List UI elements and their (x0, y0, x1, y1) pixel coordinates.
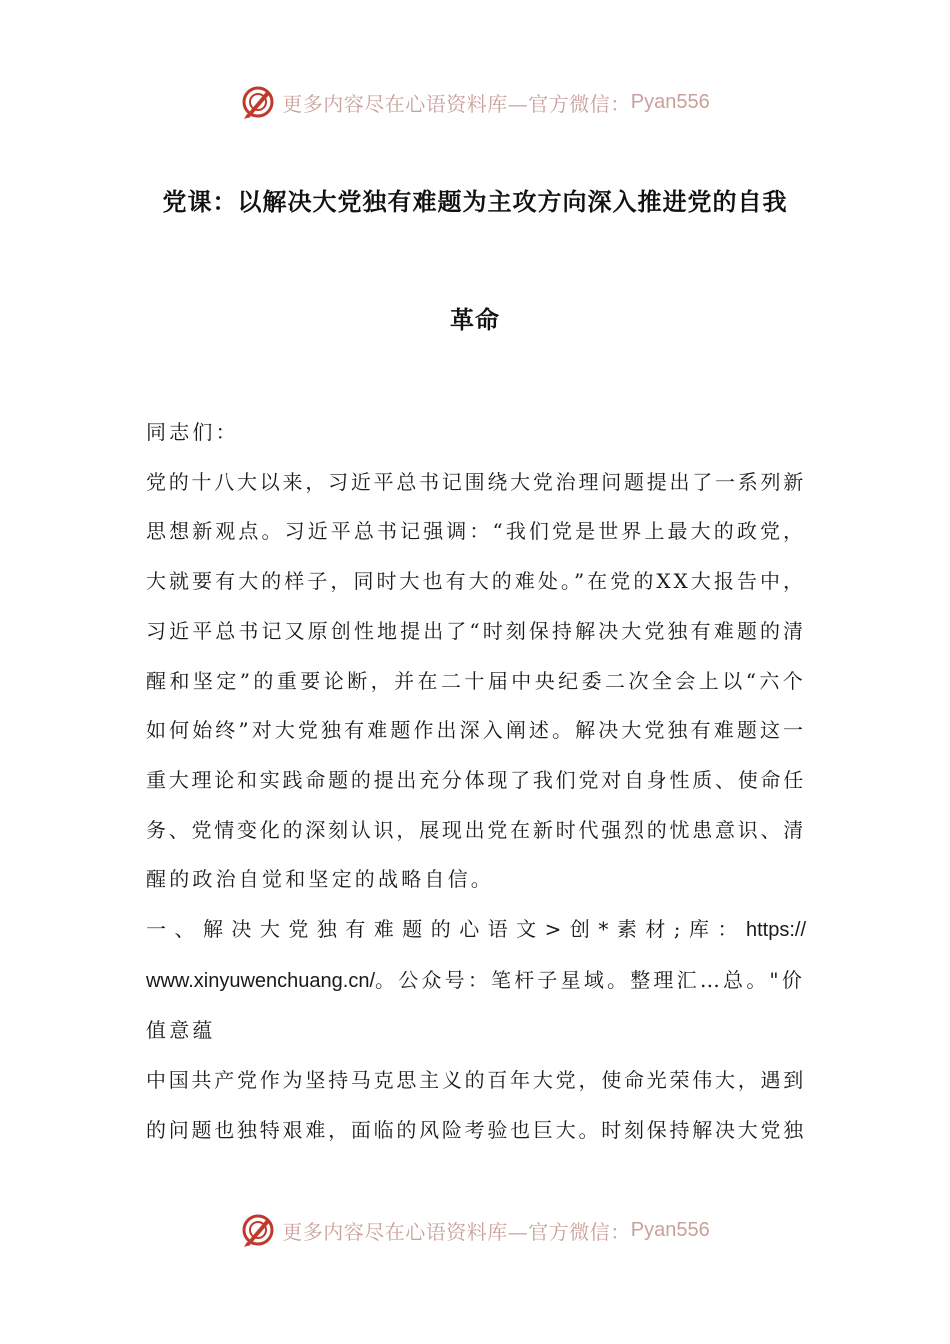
paragraph-line: 醒的政治自觉和坚定的战略自信。 (146, 867, 494, 892)
url-fragment: https:// (745, 919, 806, 942)
paragraph-1 (146, 458, 806, 905)
salutation: 同志们： (146, 420, 239, 444)
paragraph-line: 醒和坚定”的重要论断，并在二十届中央纪委二次全会上以“六个 (146, 668, 806, 693)
url-link: www.xinyuwenchuang.cn/ (146, 969, 376, 992)
pen-circle-logo-icon (240, 84, 276, 120)
paragraph-line: 大就要有大的样子，同时大也有大的难处。”在党的XX大报告中， (146, 569, 806, 594)
document-body (146, 408, 806, 1156)
header-banner (0, 80, 950, 124)
paragraph-line: 思想新观点。习近平总书记强调：“我们党是世界上最大的政党， (146, 519, 806, 544)
wechat-id: Pyan556 (630, 90, 710, 113)
section-heading-1 (146, 905, 806, 1056)
page-title-line1: 党课：以解决大党独有难题为主攻方向深入推进党的自我 (162, 188, 788, 216)
paragraph-line: 如何始终”对大党独有难题作出深入阐述。解决大党独有难题这一 (146, 718, 806, 743)
wechat-id: Pyan556 (630, 1218, 710, 1241)
heading-line: 值意蕴 (146, 1018, 216, 1043)
heading-line: www.xinyuwenchuang.cn/。公众号：笔杆子星域。整理汇…总。"价 (146, 967, 806, 992)
banner-text: 更多内容尽在心语资料库—官方微信： (282, 91, 631, 116)
paragraph-line: 重大理论和实践命题的提出充分体现了我们党对自身性质、使命任 (146, 767, 806, 792)
paragraph-2 (146, 1056, 806, 1155)
heading-line: 一、解决大党独有难题的心语文>创*素材;库：https:// (146, 917, 806, 942)
page-title-line2: 革命 (450, 306, 500, 334)
paragraph-line: 的问题也独特艰难，面临的风险考验也巨大。时刻保持解决大党独 (146, 1117, 806, 1142)
banner-text: 更多内容尽在心语资料库—官方微信： (282, 1219, 631, 1244)
paragraph-line: 习近平总书记又原创性地提出了“时刻保持解决大党独有难题的清 (146, 618, 806, 643)
paragraph-line: 党的十八大以来，习近平总书记围绕大党治理问题提出了一系列新 (146, 469, 806, 494)
footer-banner (0, 1208, 950, 1252)
paragraph-line: 务、党情变化的深刻认识，展现出党在新时代强烈的忧患意识、清 (146, 817, 806, 842)
paragraph-line: 中国共产党作为坚持马克思主义的百年大党，使命光荣伟大，遇到 (146, 1068, 806, 1093)
pen-circle-logo-icon (240, 1212, 276, 1248)
